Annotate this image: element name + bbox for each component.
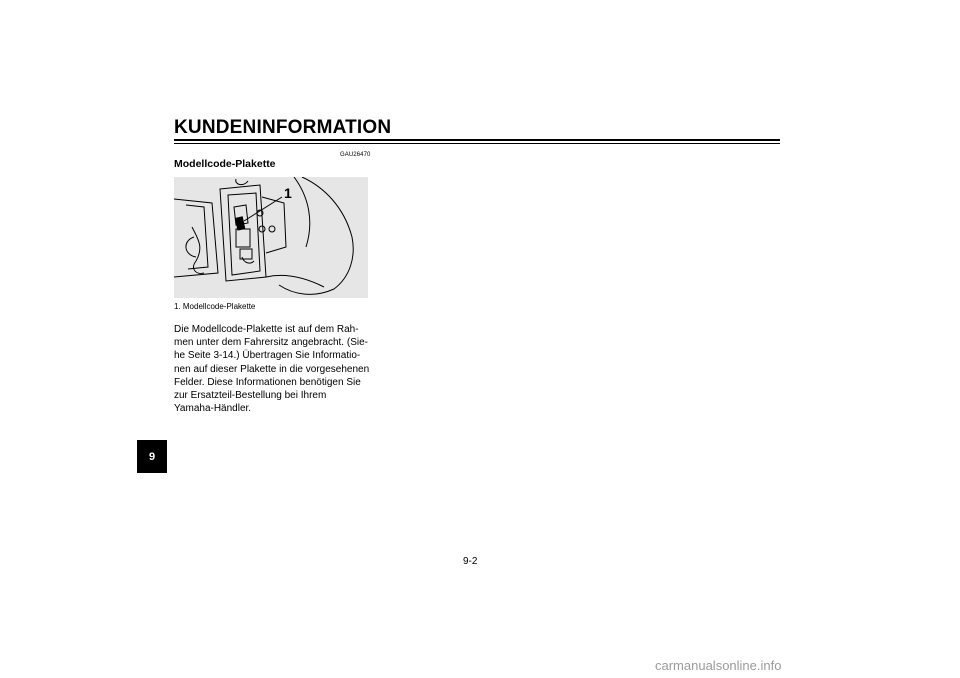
body-line: zur Ersatzteil-Bestellung bei Ihrem [174, 390, 327, 402]
callout-number: 1 [284, 185, 292, 201]
body-line: nen auf dieser Plakette in die vorgesehenen [174, 363, 370, 375]
body-line: Die Modellcode-Plakette ist auf dem Rah- [174, 324, 359, 335]
figure-caption: 1. Modellcode-Plakette [174, 302, 256, 311]
body-line: men unter dem Fahrersitz angebracht. (Sie- [174, 337, 368, 349]
header-rule-thin [174, 143, 780, 144]
header-rule-thick [174, 139, 780, 141]
illustration-background [174, 177, 368, 298]
page-number: 9-2 [463, 556, 478, 567]
model-label-illustration [174, 177, 368, 298]
page-title: KUNDENINFORMATION [174, 117, 392, 138]
chapter-tab: 9 [137, 440, 167, 473]
body-paragraph [174, 323, 370, 415]
body-line: he Seite 3-14.) Übertragen Sie Informatio- [174, 350, 361, 362]
body-line: Felder. Diese Informationen benötigen Sie [174, 376, 361, 388]
watermark: carmanualsonline.info [655, 658, 782, 673]
illustration-drawing [174, 177, 368, 298]
body-line: Yamaha-Händler. [174, 403, 252, 415]
section-code: GAU26470 [340, 152, 371, 158]
section-heading: Modellcode-Plakette [174, 158, 276, 170]
